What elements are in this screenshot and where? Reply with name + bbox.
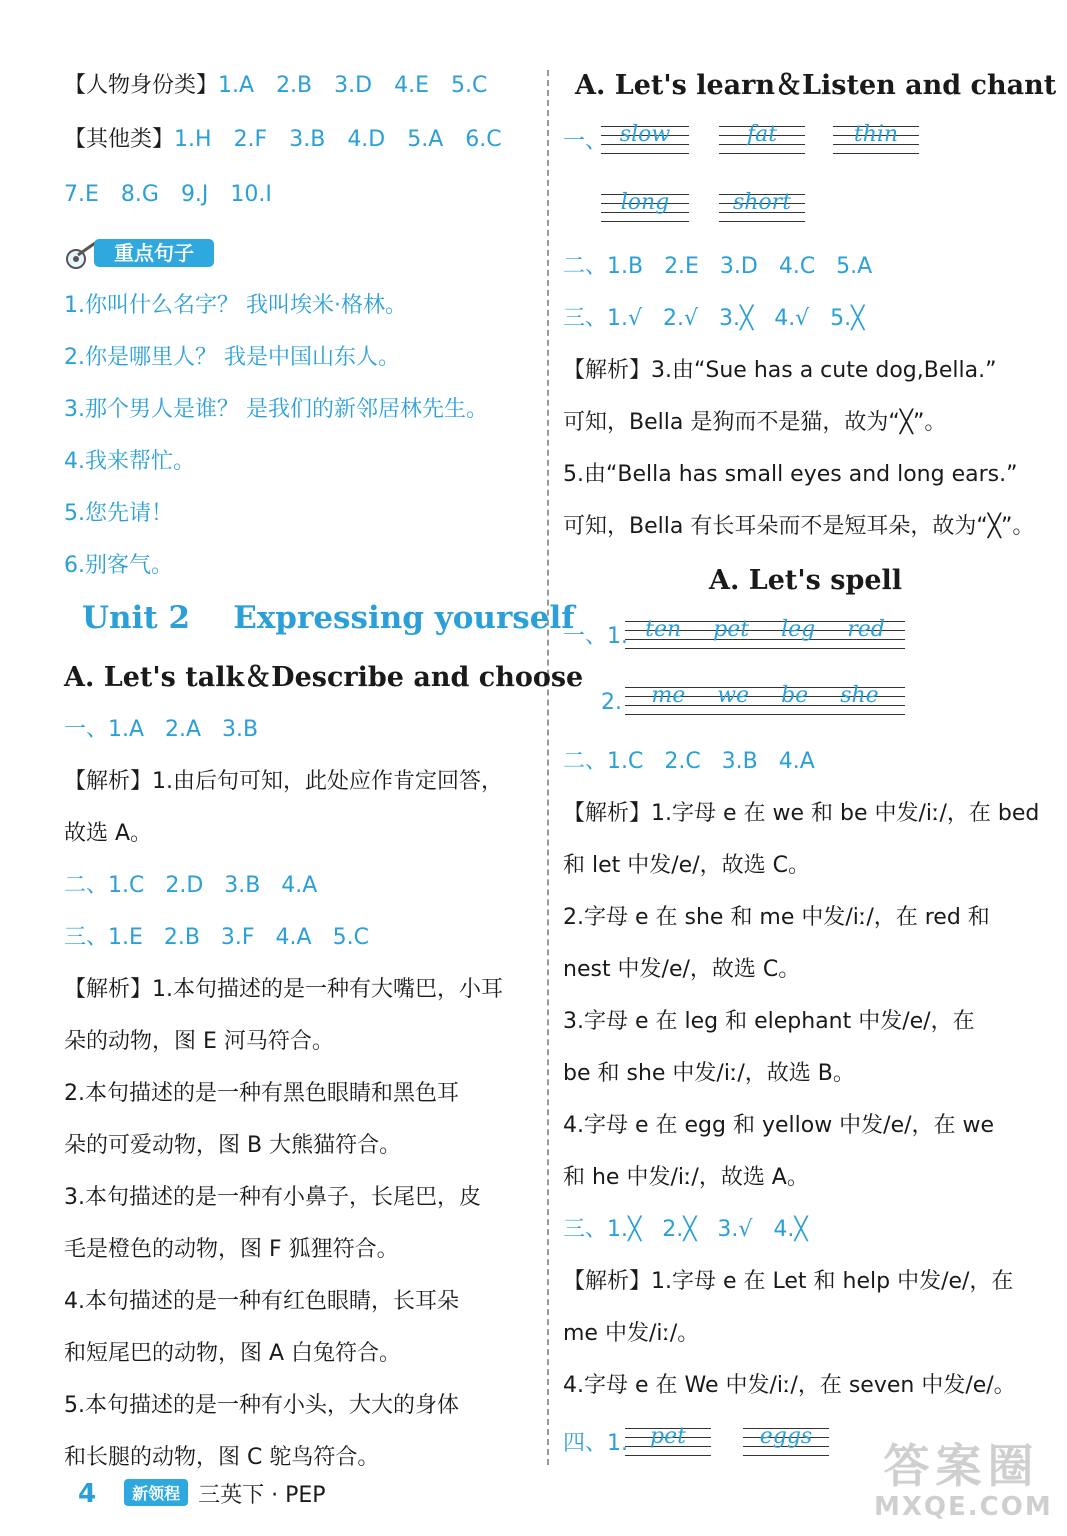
spell-analysis-8: 和 he 中发/iː/，故选 A。 xyxy=(563,1165,809,1190)
page-footer xyxy=(78,1478,326,1509)
other-answers-cont: 7.E 8.G 9.J 10.I xyxy=(64,182,272,207)
section-talk-title: A. Let's talk＆Describe and choose xyxy=(64,662,584,693)
talk-q1: 一、1.A 2.A 3.B xyxy=(64,717,259,742)
spell-analysis-4: nest 中发/e/，故选 C。 xyxy=(563,957,801,982)
handwriting-slow: slow xyxy=(601,118,689,158)
sentence-4: 4.我来帮忙。 xyxy=(64,449,195,474)
handwriting-thin: thin xyxy=(833,118,919,158)
spell-q2: 二、1.C 2.C 3.B 4.A xyxy=(563,749,815,774)
talk-analysis-1: 【解析】1.本句描述的是一种有大嘴巴，小耳 xyxy=(64,977,503,1002)
spell-analysis-2: 和 let 中发/e/，故选 C。 xyxy=(563,853,810,878)
other-answers: 【其他类】1.H 2.F 3.B 4.D 5.A 6.C xyxy=(64,124,524,156)
sentence-2: 2.你是哪里人？ 我是中国山东人。 xyxy=(64,345,400,370)
identity-answers: 【人物身份类】1.A 2.B 3.D 4.E 5.C xyxy=(64,70,509,102)
sentence-1: 1.你叫什么名字？ 我叫埃米·格林。 xyxy=(64,293,407,318)
handwriting-pet: pet xyxy=(625,1420,711,1460)
talk-analysis-5: 3.本句描述的是一种有小鼻子，长尾巴，皮 xyxy=(64,1185,481,1210)
section-spell-title: A. Let's spell xyxy=(709,565,903,596)
watermark: 答案圈 MXQE.COM xyxy=(874,1439,1053,1522)
talk-q2: 二、1.C 2.D 3.B 4.A xyxy=(64,873,318,898)
learn-analysis-4: 可知，Bella 有长耳朵而不是短耳朵，故为“╳”。 xyxy=(563,514,1035,539)
talk-analysis-2: 朵的动物，图 E 河马符合。 xyxy=(64,1029,334,1054)
spell-analysis-7: 4.字母 e 在 egg 和 yellow 中发/e/，在 we xyxy=(563,1113,995,1138)
spell-analysis-5: 3.字母 e 在 leg 和 elephant 中发/e/，在 xyxy=(563,1009,975,1034)
spell-analysis-6: be 和 she 中发/iː/，故选 B。 xyxy=(563,1061,855,1086)
spell-analysis-3: 2.字母 e 在 she 和 me 中发/iː/，在 red 和 xyxy=(563,905,990,930)
talk-analysis-7: 4.本句描述的是一种有红色眼睛，长耳朵 xyxy=(64,1289,459,1314)
talk-analysis-8: 和短尾巴的动物，图 A 白兔符合。 xyxy=(64,1341,402,1366)
handwriting-fat: fat xyxy=(719,118,805,158)
learn-analysis-1: 【解析】3.由“Sue has a cute dog,Bella.” xyxy=(563,358,997,383)
learn-analysis-2: 可知，Bella 是狗而不是猫，故为“╳”。 xyxy=(563,410,947,435)
handwriting-spell-row1: ten pet leg red xyxy=(625,613,905,653)
talk-analysis-10: 和长腿的动物，图 C 鸵鸟符合。 xyxy=(64,1445,380,1470)
spell-q1-label: 一、1. xyxy=(563,624,628,649)
spell-analysis2-2: me 中发/iː/。 xyxy=(563,1321,700,1346)
column-divider xyxy=(547,70,549,1465)
spell-analysis2-1: 【解析】1.字母 e 在 Let 和 help 中发/e/，在 xyxy=(563,1269,1014,1294)
talk-analysis-6: 毛是橙色的动物，图 F 狐狸符合。 xyxy=(64,1237,399,1262)
spell-analysis2-3: 4.字母 e 在 We 中发/iː/，在 seven 中发/e/。 xyxy=(563,1373,1016,1398)
handwriting-long: long xyxy=(601,186,689,226)
learn-q1-label: 一、 xyxy=(563,129,608,154)
spell-q3: 三、1.╳ 2.╳ 3.√ 4.╳ xyxy=(563,1217,808,1242)
key-sentences-badge: 重点句子 xyxy=(64,237,216,271)
talk-q1-analysis-1: 【解析】1.由后句可知，此处应作肯定回答， xyxy=(64,769,503,794)
talk-q1-analysis-2: 故选 A。 xyxy=(64,821,153,846)
sentence-5: 5.您先请！ xyxy=(64,501,173,526)
sentence-6: 6.别客气。 xyxy=(64,553,173,578)
spell-analysis-1: 【解析】1.字母 e 在 we 和 be 中发/iː/，在 bed xyxy=(563,801,1040,826)
learn-analysis-3: 5.由“Bella has small eyes and long ears.” xyxy=(563,462,1018,487)
learn-q2: 二、1.B 2.E 3.D 4.C 5.A xyxy=(563,254,873,279)
sentence-3: 3.那个男人是谁？ 是我们的新邻居林先生。 xyxy=(64,397,488,422)
learn-q3: 三、1.√ 2.√ 3.╳ 4.√ 5.╳ xyxy=(563,306,865,331)
identity-answer-list: 1.A 2.B 3.D 4.E 5.C xyxy=(218,73,488,98)
book-label: 三英下 · PEP xyxy=(198,1483,326,1508)
talk-analysis-3: 2.本句描述的是一种有黑色眼睛和黑色耳 xyxy=(64,1081,459,1106)
talk-q3: 三、1.E 2.B 3.F 4.A 5.C xyxy=(64,925,369,950)
spell-q4-label: 四、1. xyxy=(563,1431,628,1456)
section-learn-title: A. Let's learn＆Listen and chant xyxy=(575,70,1057,101)
handwriting-short: short xyxy=(719,186,805,226)
brand-logo: 新领程 xyxy=(124,1479,188,1506)
handwriting-eggs: eggs xyxy=(743,1420,829,1460)
other-answer-list: 1.H 2.F 3.B 4.D 5.A 6.C xyxy=(174,127,502,152)
spell-q1-2-label: 2. xyxy=(601,690,622,715)
handwriting-spell-row2: me we be she xyxy=(625,679,905,719)
talk-analysis-9: 5.本句描述的是一种有小头，大大的身体 xyxy=(64,1393,459,1418)
page-number: 4 xyxy=(78,1479,97,1509)
talk-analysis-4: 朵的可爱动物，图 B 大熊猫符合。 xyxy=(64,1133,402,1158)
unit-title: Unit 2 Expressing yourself xyxy=(82,600,575,636)
